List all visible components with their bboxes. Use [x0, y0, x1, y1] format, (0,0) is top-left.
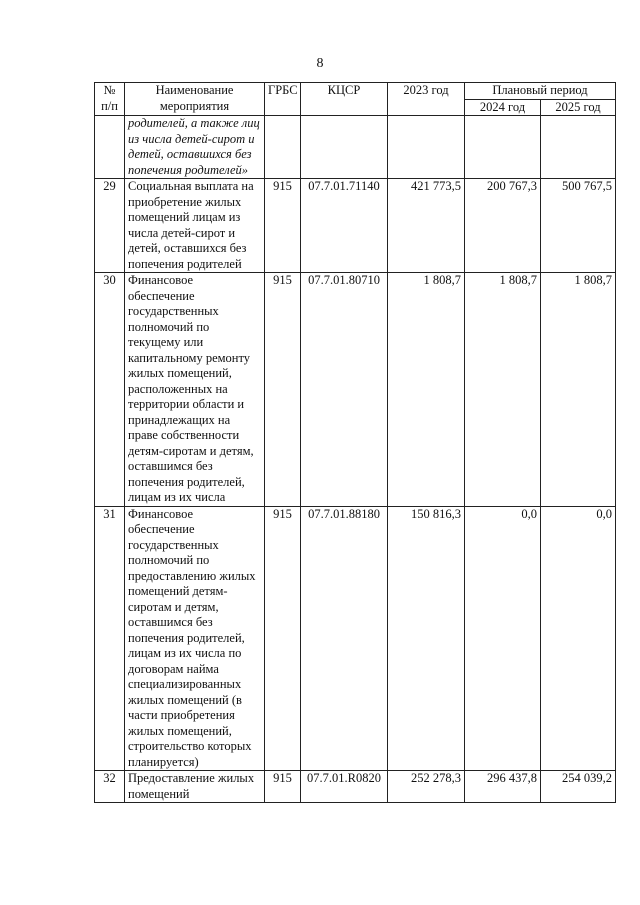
row-kcsr: 07.7.01.71140: [301, 179, 388, 273]
row-kcsr: 07.7.01.R0820: [301, 771, 388, 803]
row-2025: 1 808,7: [541, 273, 616, 507]
header-row: [95, 83, 616, 100]
row-grbs: 915: [265, 273, 301, 507]
row-num: 31: [95, 506, 125, 771]
header-kcsr: КЦСР: [301, 83, 388, 116]
row-kcsr: 07.7.01.80710: [301, 273, 388, 507]
continuation-name: родителей, а также лиц из числа детей-сирот и детей, оставшихся без попечения родителей»: [125, 116, 265, 179]
table-row: [95, 273, 616, 507]
row-name: Социальная выплата на приобретение жилых помещений лицам из числа детей-сирот и детей, оставшихся без попечения родителей: [125, 179, 265, 273]
table-row: [95, 506, 616, 771]
row-2024: 1 808,7: [465, 273, 541, 507]
row-num: 32: [95, 771, 125, 803]
row-2025: 0,0: [541, 506, 616, 771]
header-num: № п/п: [95, 83, 125, 116]
header-2025: 2025 год: [541, 99, 616, 116]
row-name: Предоставление жилых помещений: [125, 771, 265, 803]
row-num: 29: [95, 179, 125, 273]
table-row: [95, 179, 616, 273]
header-planned-period: Плановый период: [465, 83, 616, 100]
continuation-row: [95, 116, 616, 179]
header-name: Наименование мероприятия: [125, 83, 265, 116]
header-2023: 2023 год: [388, 83, 465, 116]
row-grbs: 915: [265, 771, 301, 803]
row-kcsr: 07.7.01.88180: [301, 506, 388, 771]
row-2023: 421 773,5: [388, 179, 465, 273]
row-2024: 296 437,8: [465, 771, 541, 803]
row-2025: 500 767,5: [541, 179, 616, 273]
row-num: 30: [95, 273, 125, 507]
row-2023: 1 808,7: [388, 273, 465, 507]
row-2024: 0,0: [465, 506, 541, 771]
row-grbs: 915: [265, 506, 301, 771]
row-name: Финансовое обеспечение государственных полномочий по текущему или капитальному ремонту жилых помещений, расположенных на территории области и принадлежащих на праве собственности детям-сиротам и детям, оставшимся без попечения родителей, лицам из их числа: [125, 273, 265, 507]
row-2023: 150 816,3: [388, 506, 465, 771]
table-row: [95, 771, 616, 803]
row-2025: 254 039,2: [541, 771, 616, 803]
header-2024: 2024 год: [465, 99, 541, 116]
row-name: Финансовое обеспечение государственных полномочий по предоставлению жилых помещений детям-сиротам и детям, оставшимся без попечения родителей, лицам из их числа по договорам найма специализированных жилых помещений (в части приобретения жилых помещений, строительство которых планируется): [125, 506, 265, 771]
row-2023: 252 278,3: [388, 771, 465, 803]
page-number: 8: [316, 56, 324, 71]
row-grbs: 915: [265, 179, 301, 273]
header-grbs: ГРБС: [265, 83, 301, 116]
row-2024: 200 767,3: [465, 179, 541, 273]
continuation-num: [95, 116, 125, 179]
budget-table: [94, 82, 616, 803]
